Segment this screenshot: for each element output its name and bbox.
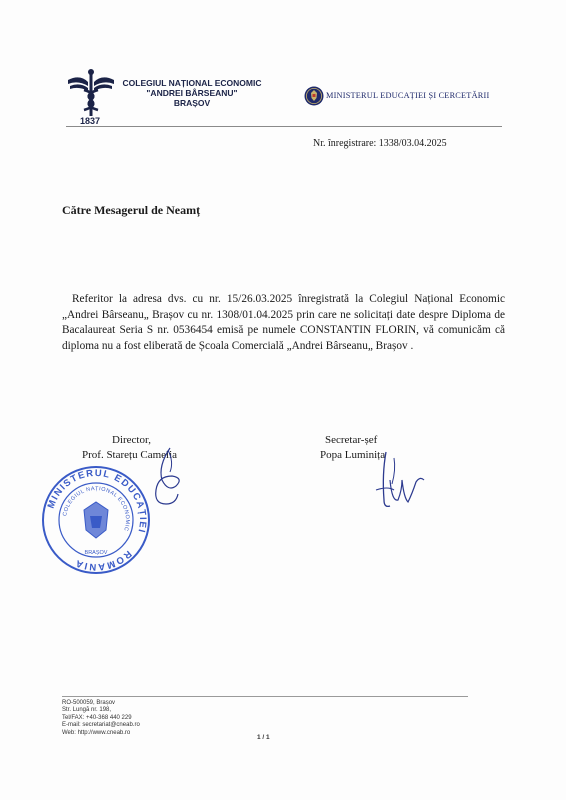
secretary-signature <box>372 450 432 512</box>
school-name-line1: COLEGIUL NAȚIONAL ECONOMIC <box>122 78 262 88</box>
footer-phone: Tel/FAX: +40-368 440 229 <box>62 714 132 721</box>
letter-body: Referitor la adresa dvs. cu nr. 15/26.03.2025 înregistrată la Colegiul Național Economic „Andrei Bârseanu„ Brașov cu nr. 1308/01.04.2025 prin care ne solicitați date despre Diploma de Bacalaureat Seria S nr. 0536454 emisă pe numele CONSTANTIN FLORIN, vă comunicăm că diploma nu a fost eliberată de Școala Comercială „Andrei Bârseanu„ Brașov . <box>62 293 505 352</box>
romanian-coat-of-arms-icon <box>304 86 324 106</box>
registration-number: Nr. înregistrare: 1338/03.04.2025 <box>313 138 447 149</box>
official-stamp <box>40 464 152 576</box>
director-signature <box>148 446 188 508</box>
footer-street: Str. Lungă nr. 198, <box>62 707 112 714</box>
director-name: Prof. Starețu Camelia <box>82 449 178 461</box>
school-name-line3: BRAȘOV <box>173 98 211 108</box>
footer-web: Web: http://www.cneab.ro <box>62 729 131 736</box>
footer-email: E-mail: secretariat@cneab.ro <box>62 722 140 729</box>
school-name-line2: "ANDREI BÂRSEANU" <box>146 88 238 98</box>
footer-divider <box>62 696 468 697</box>
stamp-inner-text: COLEGIUL NAȚIONAL ECONOMIC <box>62 485 131 532</box>
stamp-bottom-text: ROMANIA <box>72 548 134 573</box>
director-title: Director, <box>112 434 151 446</box>
school-founding-year: 1837 <box>80 116 101 126</box>
ministry-name: MINISTERUL EDUCAȚIEI ȘI CERCETĂRII <box>326 91 490 100</box>
secretary-title: Secretar-șef <box>325 434 378 446</box>
header-divider <box>66 126 502 127</box>
page-number: 1 / 1 <box>257 734 270 741</box>
recipient: Către Mesagerul de Neamț <box>62 203 201 217</box>
school-emblem-icon <box>66 68 116 118</box>
footer-address: RO-500059, Brașov <box>62 700 116 706</box>
school-name <box>118 78 266 108</box>
secretary-name: Popa Luminița <box>320 449 386 461</box>
footer-contact <box>62 700 140 737</box>
stamp-outer-text: MINISTERUL EDUCAȚIEI <box>45 467 149 535</box>
stamp-city: BRAȘOV <box>84 550 108 556</box>
